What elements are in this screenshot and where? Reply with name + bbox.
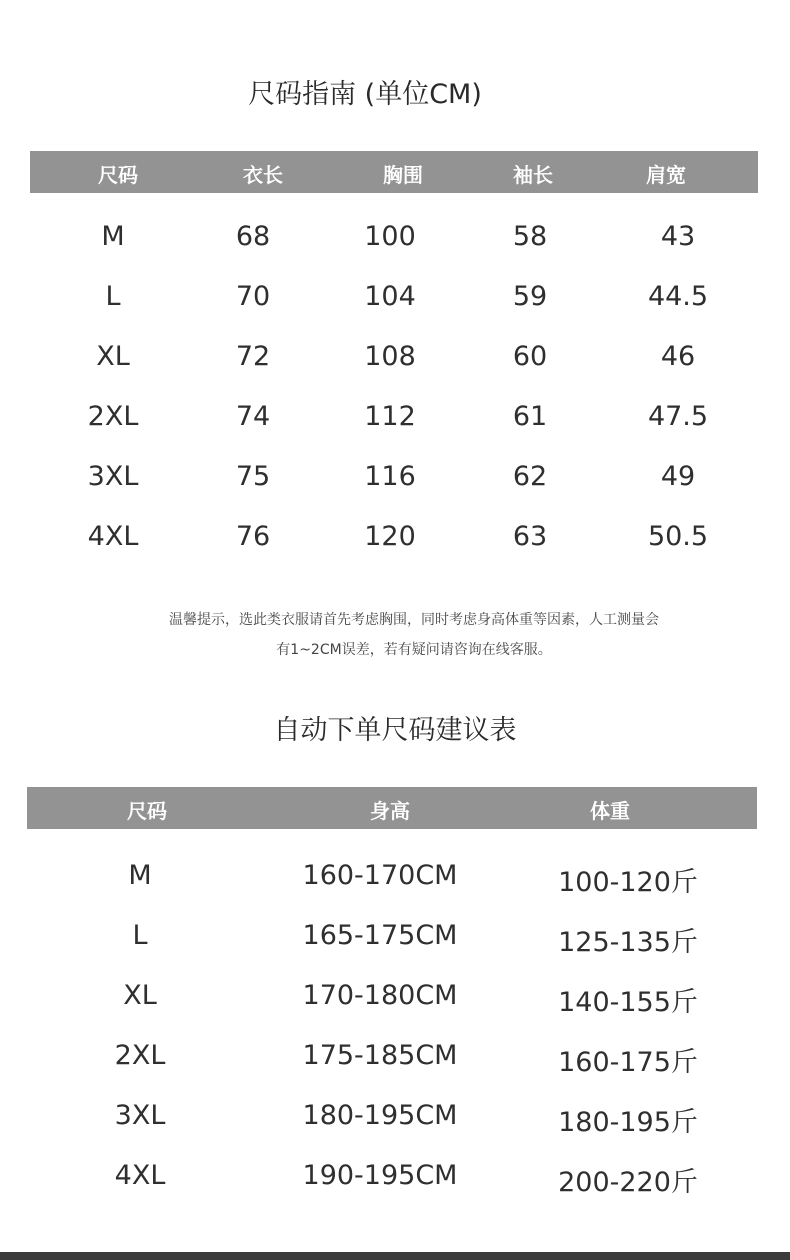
header-chest: 胸围	[383, 163, 423, 187]
chest-cell: 108	[364, 341, 416, 372]
height-cell: 190-195CM	[302, 1160, 458, 1191]
measurement-note	[0, 605, 790, 665]
sleeve-cell: 61	[512, 401, 548, 432]
chest-cell: 100	[364, 221, 416, 252]
size-cell: XL	[123, 980, 157, 1011]
weight-cell: 160-175斤	[558, 1047, 698, 1078]
recommendation-row	[0, 1100, 790, 1140]
size-row	[0, 221, 790, 261]
weight-cell: 100-120斤	[558, 867, 698, 898]
size-row	[0, 341, 790, 381]
shoulder-cell: 46	[660, 341, 696, 372]
size-cell: L	[132, 920, 148, 951]
header-sleeve: 袖长	[513, 163, 553, 187]
size-cell: M	[128, 860, 152, 891]
chest-cell: 120	[364, 521, 416, 552]
length-cell: 70	[235, 281, 271, 312]
length-cell: 76	[235, 521, 271, 552]
sleeve-cell: 59	[512, 281, 548, 312]
weight-cell: 180-195斤	[558, 1107, 698, 1138]
shoulder-cell: 47.5	[647, 401, 709, 432]
shoulder-cell: 50.5	[647, 521, 709, 552]
weight-cell: 140-155斤	[558, 987, 698, 1018]
size-cell: 4XL	[114, 1160, 166, 1191]
sleeve-cell: 60	[512, 341, 548, 372]
length-cell: 72	[235, 341, 271, 372]
size-row	[0, 521, 790, 561]
length-cell: 75	[235, 461, 271, 492]
size-guide-header	[30, 151, 758, 193]
recommendation-row	[0, 1040, 790, 1080]
size-cell: 2XL	[87, 401, 139, 432]
chest-cell: 116	[364, 461, 416, 492]
note-line-1: 温馨提示，选此类衣服请首先考虑胸围，同时考虑身高体重等因素，人工测量会	[169, 612, 659, 628]
shoulder-cell: 43	[660, 221, 696, 252]
recommendation-row	[0, 1160, 790, 1200]
height-cell: 160-170CM	[302, 860, 458, 891]
weight-cell: 125-135斤	[558, 927, 698, 958]
size-cell: XL	[96, 341, 130, 372]
size-row	[0, 461, 790, 501]
length-cell: 68	[235, 221, 271, 252]
size-cell: 4XL	[87, 521, 139, 552]
size-cell: 3XL	[114, 1100, 166, 1131]
sleeve-cell: 63	[512, 521, 548, 552]
height-cell: 175-185CM	[302, 1040, 458, 1071]
size-row	[0, 401, 790, 441]
height-cell: 180-195CM	[302, 1100, 458, 1131]
shoulder-cell: 44.5	[647, 281, 709, 312]
header-length: 衣长	[243, 163, 283, 187]
height-cell: 165-175CM	[302, 920, 458, 951]
header-weight: 体重	[590, 799, 630, 823]
chest-cell: 112	[364, 401, 416, 432]
size-cell: L	[105, 281, 121, 312]
header-height: 身高	[370, 799, 410, 823]
size-guide-title: 尺码指南 (单位CM)	[248, 79, 482, 110]
header-shoulder: 肩宽	[646, 163, 686, 187]
recommendation-row	[0, 920, 790, 960]
sleeve-cell: 58	[512, 221, 548, 252]
sleeve-cell: 62	[512, 461, 548, 492]
height-cell: 170-180CM	[302, 980, 458, 1011]
size-row	[0, 281, 790, 321]
shoulder-cell: 49	[660, 461, 696, 492]
note-line-2: 有1~2CM误差，若有疑问请咨询在线客服。	[276, 642, 552, 658]
size-cell: 2XL	[114, 1040, 166, 1071]
size-cell: 3XL	[87, 461, 139, 492]
header-size: 尺码	[98, 163, 138, 187]
recommendation-header	[27, 787, 757, 829]
weight-cell: 200-220斤	[558, 1167, 698, 1198]
chest-cell: 104	[364, 281, 416, 312]
bottom-divider	[0, 1252, 790, 1260]
recommendation-row	[0, 980, 790, 1020]
header-size: 尺码	[127, 799, 167, 823]
size-cell: M	[101, 221, 125, 252]
recommendation-row	[0, 860, 790, 900]
recommendation-title: 自动下单尺码建议表	[273, 715, 517, 746]
length-cell: 74	[235, 401, 271, 432]
